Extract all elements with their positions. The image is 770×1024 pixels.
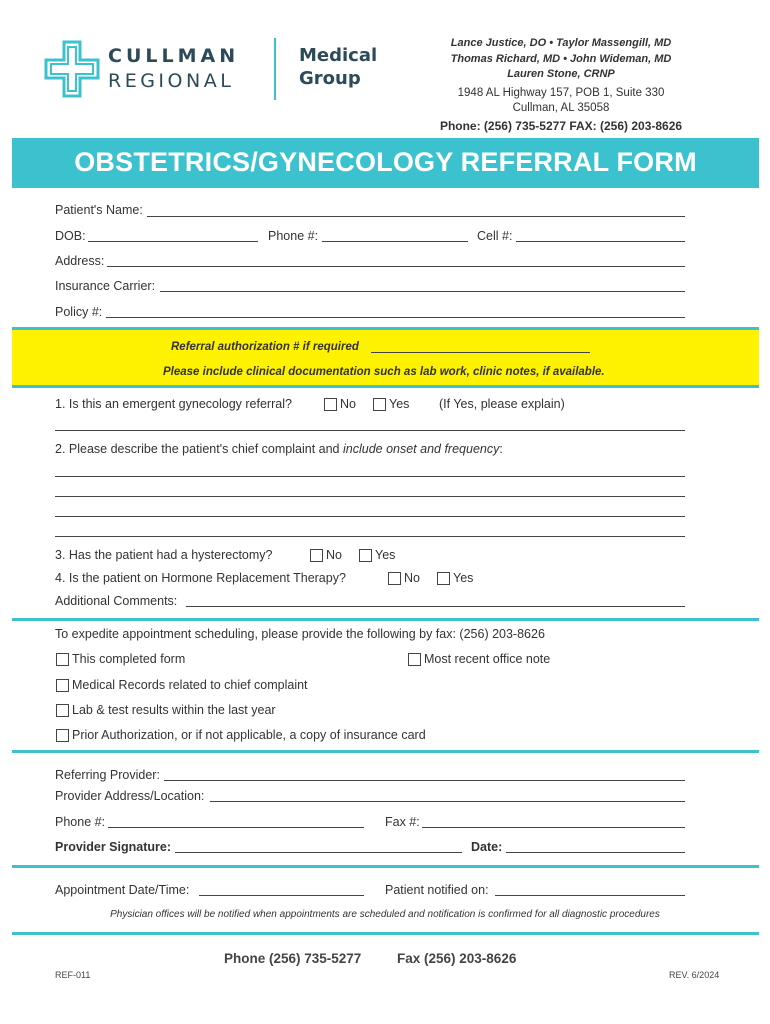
form-revision: REV. 6/2024 [669, 970, 720, 980]
provider-date-field[interactable] [506, 852, 685, 853]
q2-label-prefix: 2. Please describe the patient's chief complaint and [55, 442, 343, 456]
providers-line-1: Lance Justice, DO • Taylor Massengill, MD [450, 37, 672, 49]
cell-field[interactable] [516, 241, 685, 242]
section-divider-3 [12, 865, 759, 868]
q2-field-line-1[interactable] [55, 476, 685, 477]
logo-group: Group [299, 68, 361, 89]
address-field[interactable] [107, 266, 685, 267]
insurance-label: Insurance Carrier: [55, 279, 156, 293]
q1-explain-field[interactable] [55, 430, 685, 431]
referral-note: Please include clinical documentation such as lab work, clinic notes, if available. [163, 366, 605, 378]
providers-line-2: Thomas Richard, MD • John Wideman, MD [450, 52, 672, 65]
address-line-1: 1948 AL Highway 157, POB 1, Suite 330 [457, 86, 665, 99]
practice-info [430, 36, 692, 134]
patient-notified-field[interactable] [495, 895, 685, 896]
appointment-note: Physician offices will be notified when appointments are scheduled and notification is confirmed for all diagnostic procedures [110, 909, 660, 920]
form-title: OBSTETRICS/GYNECOLOGY REFERRAL FORM [74, 147, 697, 177]
referring-provider-field[interactable] [164, 780, 685, 781]
checklist-medical-records-checkbox[interactable] [56, 679, 69, 692]
provider-signature-field[interactable] [175, 852, 462, 853]
q3-yes-label: Yes [375, 548, 396, 562]
q3-label: 3. Has the patient had a hysterectomy? [55, 548, 273, 562]
cullman-logo [44, 40, 259, 100]
insurance-field[interactable] [160, 291, 685, 292]
q2-field-line-4[interactable] [55, 536, 685, 537]
address-label: Address: [55, 254, 105, 268]
q2-label-italic: include onset and frequency [342, 442, 500, 456]
checklist-medical-records-label: Medical Records related to chief complaint [72, 678, 308, 692]
q4-yes-label: Yes [453, 571, 474, 585]
fax-intro: To expedite appointment scheduling, please provide the following by fax: (256) 203-8626 [55, 627, 545, 641]
provider-signature-label: Provider Signature: [55, 840, 171, 854]
q1-yes-label: Yes [389, 397, 410, 411]
q3-yes-checkbox[interactable] [359, 549, 372, 562]
checklist-completed-form-label: This completed form [72, 652, 186, 666]
checklist-office-note-label: Most recent office note [424, 652, 551, 666]
footer-phone: Phone (256) 735-5277 [224, 951, 362, 966]
section-divider-2 [12, 750, 759, 753]
footer-fax: Fax (256) 203-8626 [397, 951, 517, 966]
comments-field[interactable] [186, 606, 685, 607]
provider-date-label: Date: [471, 840, 503, 854]
checklist-office-note-checkbox[interactable] [408, 653, 421, 666]
patient-notified-label: Patient notified on: [385, 883, 489, 897]
logo-word-regional: REGIONAL [108, 70, 235, 92]
title-banner [12, 138, 759, 188]
q1-explain-label: (If Yes, please explain) [439, 397, 565, 411]
referring-provider-label: Referring Provider: [55, 768, 160, 782]
cell-label: Cell #: [477, 229, 513, 243]
appointment-datetime-label: Appointment Date/Time: [55, 883, 190, 897]
practice-phone-fax: Phone: (256) 735-5277 FAX: (256) 203-8626 [439, 118, 683, 133]
logo-word-cullman: CULLMAN [108, 45, 240, 67]
checklist-lab-results-label: Lab & test results within the last year [72, 703, 276, 717]
provider-fax-field[interactable] [422, 827, 685, 828]
q2-label [55, 442, 503, 456]
cross-logo-icon [44, 40, 100, 98]
comments-label: Additional Comments: [55, 594, 178, 608]
q2-field-line-2[interactable] [55, 496, 685, 497]
q3-no-label: No [326, 548, 342, 562]
provider-phone-field[interactable] [108, 827, 364, 828]
q4-label: 4. Is the patient on Hormone Replacement Therapy? [55, 571, 346, 585]
provider-address-label: Provider Address/Location: [55, 789, 205, 803]
patient-name-field[interactable] [147, 216, 685, 217]
patient-name-label: Patient's Name: [55, 203, 143, 217]
logo-medical: Medical [299, 45, 378, 66]
section-divider-4 [12, 932, 759, 935]
checklist-prior-auth-checkbox[interactable] [56, 729, 69, 742]
q1-no-label: No [340, 397, 356, 411]
policy-field[interactable] [106, 317, 685, 318]
q4-no-label: No [404, 571, 420, 585]
q1-no-checkbox[interactable] [324, 398, 337, 411]
q2-label-suffix: : [499, 442, 503, 456]
address-line-2: Cullman, AL 35058 [512, 102, 610, 114]
policy-label: Policy #: [55, 305, 103, 319]
form-code: REF-011 [55, 970, 91, 980]
section-divider-1 [12, 618, 759, 621]
q1-yes-checkbox[interactable] [373, 398, 386, 411]
dob-field[interactable] [88, 241, 258, 242]
logo-divider [274, 38, 276, 100]
dob-label: DOB: [55, 229, 86, 243]
checklist-lab-results-checkbox[interactable] [56, 704, 69, 717]
providers-line-3: Lauren Stone, CRNP [507, 68, 615, 80]
checklist-completed-form-checkbox[interactable] [56, 653, 69, 666]
q1-label: 1. Is this an emergent gynecology referral? [55, 397, 292, 411]
phone-label: Phone #: [268, 229, 319, 243]
provider-phone-label: Phone #: [55, 815, 106, 829]
phone-field[interactable] [322, 241, 468, 242]
appointment-datetime-field[interactable] [199, 895, 364, 896]
checklist-prior-auth-label: Prior Authorization, or if not applicable, a copy of insurance card [72, 728, 426, 742]
q4-yes-checkbox[interactable] [437, 572, 450, 585]
provider-address-field[interactable] [210, 801, 685, 802]
provider-fax-label: Fax #: [385, 815, 420, 829]
q2-field-line-3[interactable] [55, 516, 685, 517]
referral-auth-label: Referral authorization # if required [171, 341, 359, 353]
referral-auth-field[interactable] [371, 352, 590, 353]
q3-no-checkbox[interactable] [310, 549, 323, 562]
q4-no-checkbox[interactable] [388, 572, 401, 585]
yellow-box-bottom-rule [12, 385, 759, 388]
